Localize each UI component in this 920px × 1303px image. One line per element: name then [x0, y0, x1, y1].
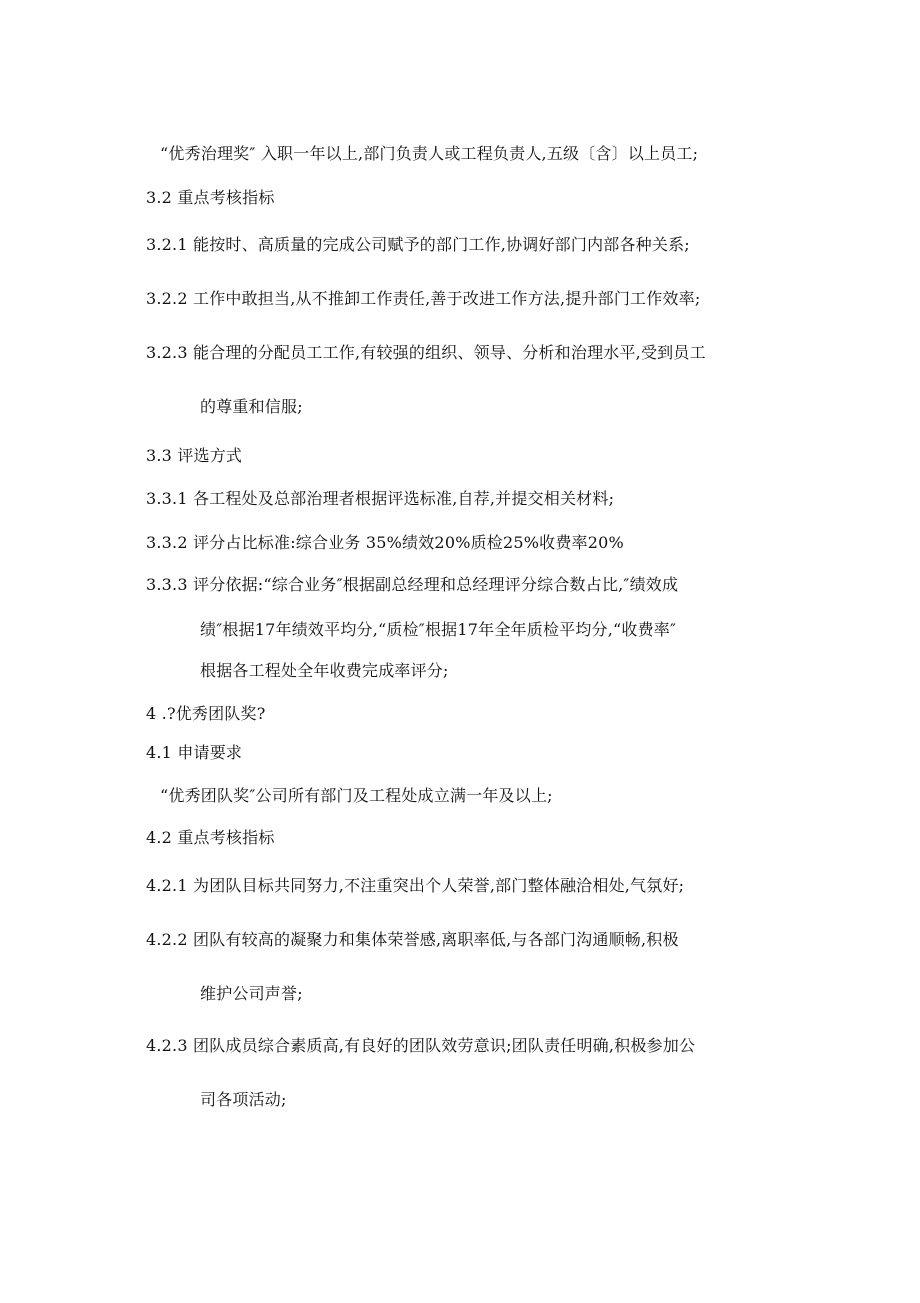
list-item-3-2-3: 3.2.3 能合理的分配员工工作,有较强的组织、领导、分析和治理水平,受到员工 — [146, 343, 706, 362]
list-item-4-2-1: 4.2.1 为团队目标共同努力,不注重突出个人荣誉,部门整体融洽相处,气氛好; — [146, 876, 685, 895]
list-item-3-3-3-continued-2: 根据各工程处全年收费完成率评分; — [200, 661, 449, 680]
section-heading-4-2: 4.2 重点考核指标 — [146, 828, 275, 847]
list-item-3-3-1: 3.3.1 各工程处及总部治理者根据评选标准,自荐,并提交相关材料; — [146, 489, 615, 508]
list-item-3-3-3: 3.3.3 评分依据:“综合业务″根据副总经理和总经理评分综合数占比,″绩效成 — [146, 575, 679, 594]
section-heading-4: 4 .?优秀团队奖? — [146, 704, 266, 723]
list-item-4-2-2-continued: 维护公司声誉; — [200, 984, 303, 1003]
list-item-3-2-2: 3.2.2 工作中敢担当,从不推卸工作责任,善于改进工作方法,提升部门工作效率; — [146, 289, 701, 308]
list-item-4-2-3-continued: 司各项活动; — [200, 1090, 287, 1109]
list-item-4-2-2: 4.2.2 团队有较高的凝聚力和集体荣誉感,离职率低,与各部门沟通顺畅,积极 — [146, 930, 679, 949]
team-award-requirement-line: “优秀团队奖″公司所有部门及工程处成立满一年及以上; — [160, 786, 553, 805]
section-heading-4-1: 4.1 申请要求 — [146, 743, 243, 762]
list-item-3-3-2: 3.3.2 评分占比标准:综合业务 35%绩效20%质检25%收费率20% — [146, 533, 624, 552]
section-heading-3-3: 3.3 评选方式 — [146, 446, 243, 465]
list-item-4-2-3: 4.2.3 团队成员综合素质高,有良好的团队效劳意识;团队责任明确,积极参加公 — [146, 1036, 696, 1055]
list-item-3-2-3-continued: 的尊重和信服; — [200, 397, 303, 416]
list-item-3-3-3-continued-1: 绩″根据17年绩效平均分,“质检″根据17年全年质检平均分,“收费率″ — [200, 620, 677, 639]
section-heading-3-2: 3.2 重点考核指标 — [146, 188, 275, 207]
list-item-3-2-1: 3.2.1 能按时、高质量的完成公司赋予的部门工作,协调好部门内部各种关系; — [146, 235, 690, 254]
award-requirement-line: “优秀治理奖″ 入职一年以上,部门负责人或工程负责人,五级〔含〕以上员工; — [160, 144, 699, 163]
